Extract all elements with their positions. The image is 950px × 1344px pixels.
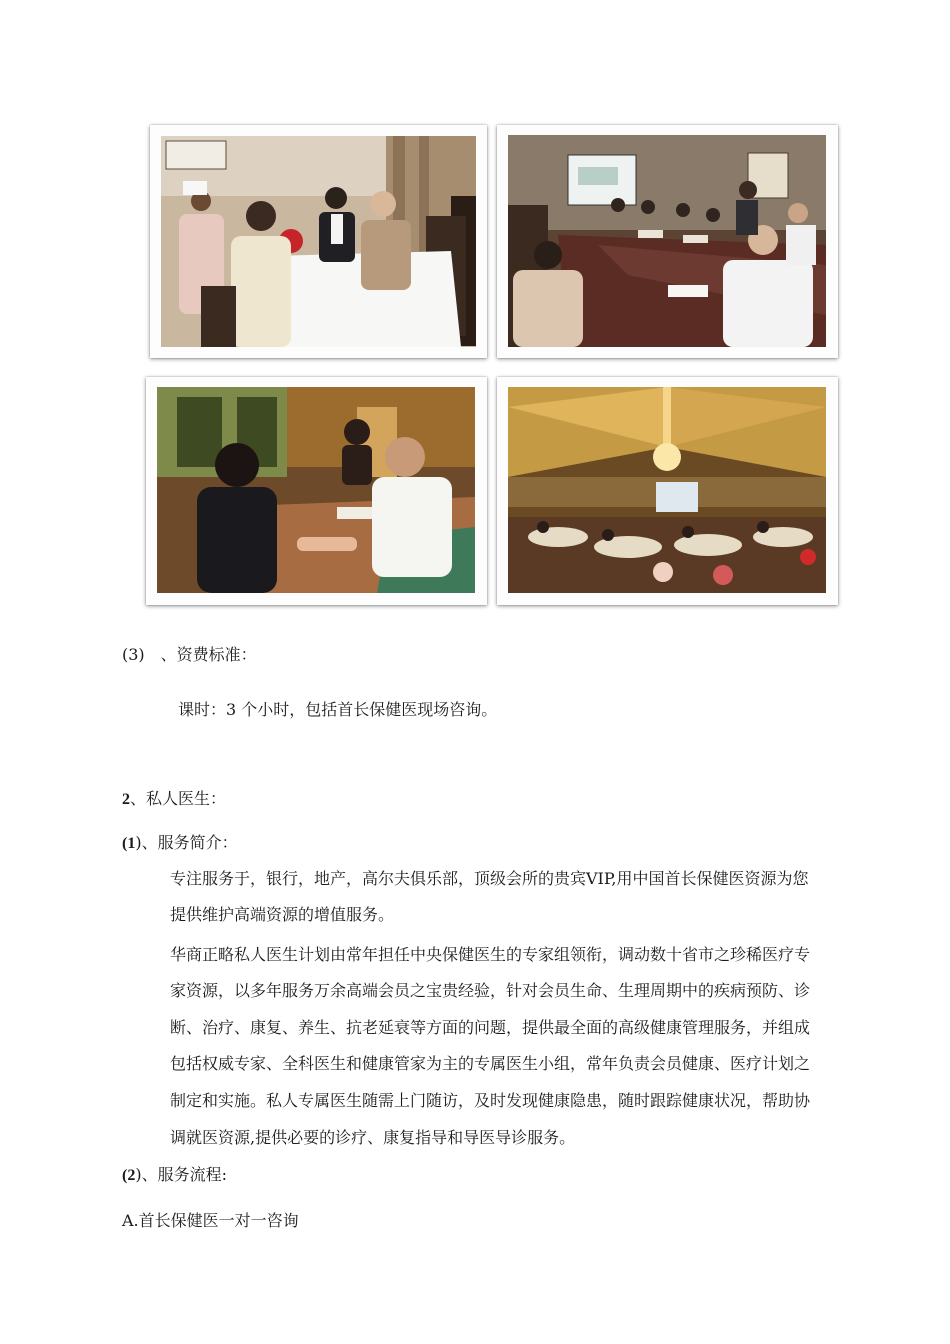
photo-consultation [150, 125, 487, 358]
process-item-a: A.首长保健医一对一咨询 [122, 1211, 299, 1230]
photo-meeting [497, 125, 838, 358]
intro-paragraph-2-line-6: 调就医资源,提供必要的诊疗、康复指导和导医导诊服务。 [170, 1128, 576, 1147]
photo-banquet-hall [497, 377, 838, 605]
intro-paragraph-1-line-2: 提供维护高端资源的增值服务。 [170, 905, 395, 924]
photo-pulse-diagnosis [146, 377, 487, 605]
banquet-hall-image [508, 387, 826, 593]
process-number: (2 [122, 1167, 136, 1184]
service-intro-heading [122, 833, 238, 854]
consultation-image [161, 136, 476, 347]
intro-paragraph-1-line-1: 专注服务于，银行，地产，高尔夫俱乐部，顶级会所的贵宾VIP,用中国首长保健医资源为您 [170, 869, 809, 888]
process-heading-text: )、服务流程: [135, 1165, 227, 1184]
fee-standard-heading: (3) 、资费标准： [122, 645, 257, 664]
intro-heading-text: )、服务简介： [135, 833, 238, 852]
fee-standard-detail: 课时：3 个小时，包括首长保健医现场咨询。 [178, 700, 498, 719]
service-process-heading [122, 1165, 227, 1186]
intro-number: (1 [122, 835, 136, 852]
intro-paragraph-2-line-4: 包括权威专家、全科医生和健康管家为主的专属医生小组，常年负责会员健康、医疗计划之 [170, 1054, 811, 1073]
meeting-image [508, 135, 826, 347]
intro-paragraph-2-line-1: 华商正略私人医生计划由常年担任中央保健医生的专家组领衔，调动数十省市之珍稀医疗专 [170, 945, 811, 964]
intro-paragraph-2-line-5: 制定和实施。私人专属医生随需上门随访，及时发现健康隐患，随时跟踪健康状况，帮助协 [170, 1091, 811, 1110]
section-number: 2 [122, 791, 130, 808]
section-title-text: 、私人医生： [130, 789, 227, 808]
private-doctor-title [122, 789, 226, 810]
intro-paragraph-2-line-2: 家资源，以多年服务万余高端会员之宝贵经验，针对会员生命、生理周期中的疾病预防、诊 [170, 981, 811, 1000]
intro-paragraph-2-line-3: 断、治疗、康复、养生、抗老延衰等方面的问题，提供最全面的高级健康管理服务，并组成 [170, 1018, 811, 1037]
pulse-diagnosis-image [157, 387, 475, 593]
